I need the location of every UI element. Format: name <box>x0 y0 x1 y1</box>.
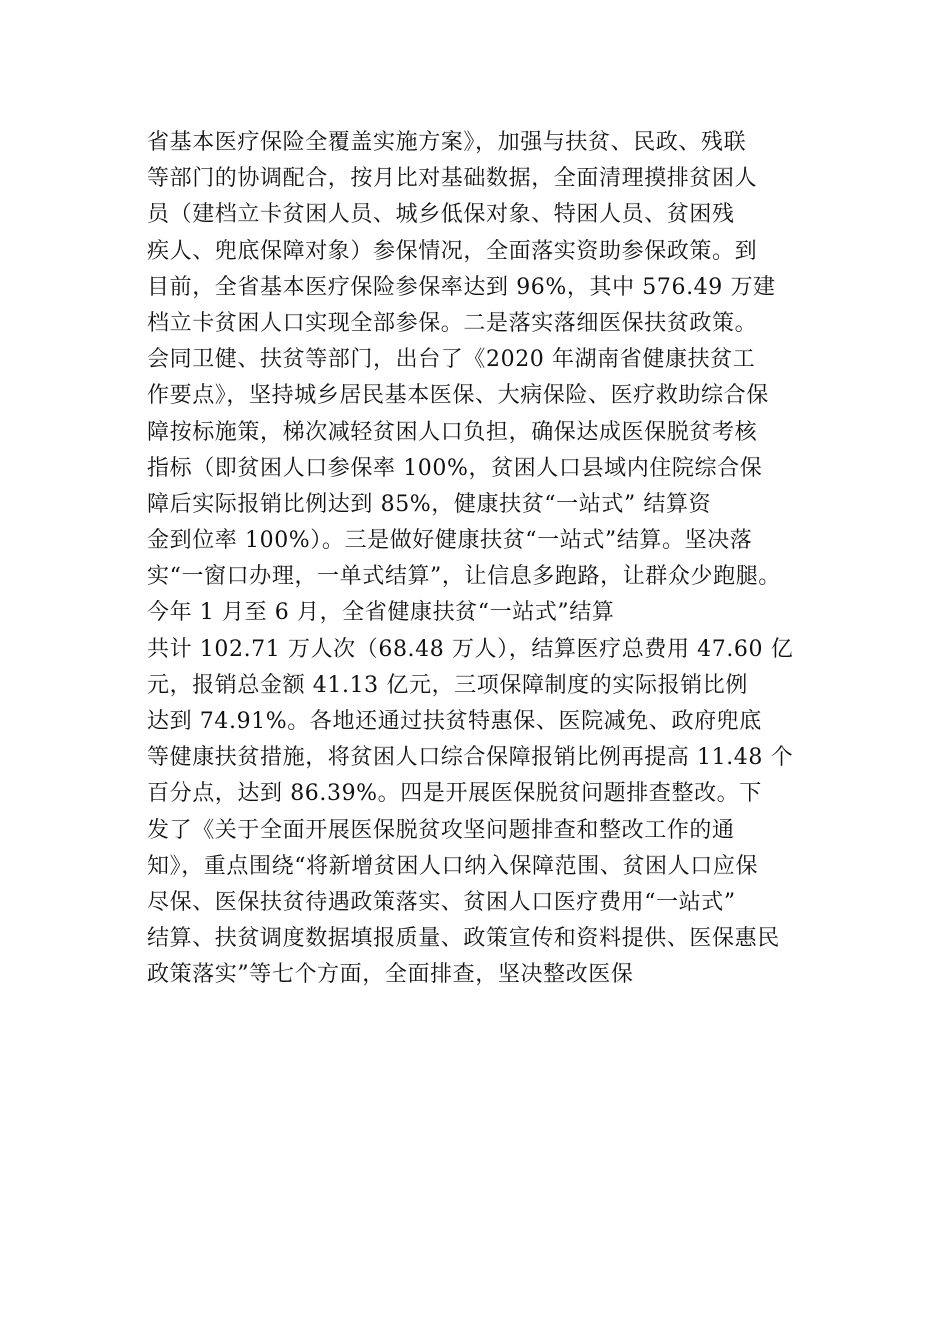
body-paragraph <box>147 125 837 994</box>
text-line: 政策落实”等七个方面，全面排查，坚决整改医保 <box>147 962 634 988</box>
text-line: 元，报销总金额 41.13 亿元，三项保障制度的实际报销比例 <box>147 672 748 698</box>
text-line: 达到 74.91%。各地还通过扶贫特惠保、医院减免、政府兜底 <box>147 709 762 734</box>
text-line: 结算、扶贫调度数据填报质量、政策宣传和资料提供、医保惠民 <box>147 926 780 952</box>
text-line: 员（建档立卡贫困人员、城乡低保对象、特困人员、贫困残 <box>147 202 735 228</box>
text-line: 障后实际报销比例达到 85%，健康扶贫“一站式” 结算资 <box>147 491 712 517</box>
text-line: 尽保、医保扶贫待遇政策落实、贫困人口医疗费用“一站式” <box>147 889 736 915</box>
text-line: 障按标施策，梯次减轻贫困人口负担，确保达成医保脱贫考核 <box>147 419 758 445</box>
text-line: 省基本医疗保险全覆盖实施方案》，加强与扶贫、民政、残联 <box>147 130 747 155</box>
text-line: 知》，重点围绕“将新增贫困人口纳入保障范围、贫困人口应保 <box>147 853 759 879</box>
text-line: 目前，全省基本医疗保险参保率达到 96%，其中 576.49 万建 <box>147 274 776 300</box>
text-line: 今年 1 月至 6 月，全省健康扶贫“一站式”结算 <box>147 600 615 626</box>
text-line: 等健康扶贫措施，将贫困人口综合保障报销比例再提高 11.48 个 <box>147 745 794 771</box>
text-line: 共计 102.71 万人次（68.48 万人），结算医疗总费用 47.60 亿 <box>147 636 794 662</box>
text-line: 疾人、兜底保障对象）参保情况，全面落实资助参保政策。到 <box>147 238 758 264</box>
text-line: 金到位率 100%）。三是做好健康扶贫“一站式”结算。坚决落 <box>147 528 753 554</box>
text-line: 等部门的协调配合，按月比对基础数据，全面清理摸排贫困人 <box>147 166 758 192</box>
text-line: 百分点，达到 86.39%。四是开展医保脱贫问题排查整改。下 <box>147 781 762 807</box>
text-line: 会同卫健、扶贫等部门，出台了《2020 年湖南省健康扶贫工 <box>147 347 756 373</box>
text-line: 实“一窗口办理，一单式结算”，让信息多跑路，让群众少跑腿。 <box>147 564 781 590</box>
text-line: 发了《关于全面开展医保脱贫攻坚问题排查和整改工作的通 <box>147 817 735 843</box>
text-line: 档立卡贫困人口实现全部参保。二是落实落细医保扶贫政策。 <box>147 310 758 336</box>
text-line: 指标（即贫困人口参保率 100%，贫困人口县域内住院综合保 <box>147 455 763 481</box>
text-line: 作要点》，坚持城乡居民基本医保、大病保险、医疗救助综合保 <box>147 383 769 409</box>
